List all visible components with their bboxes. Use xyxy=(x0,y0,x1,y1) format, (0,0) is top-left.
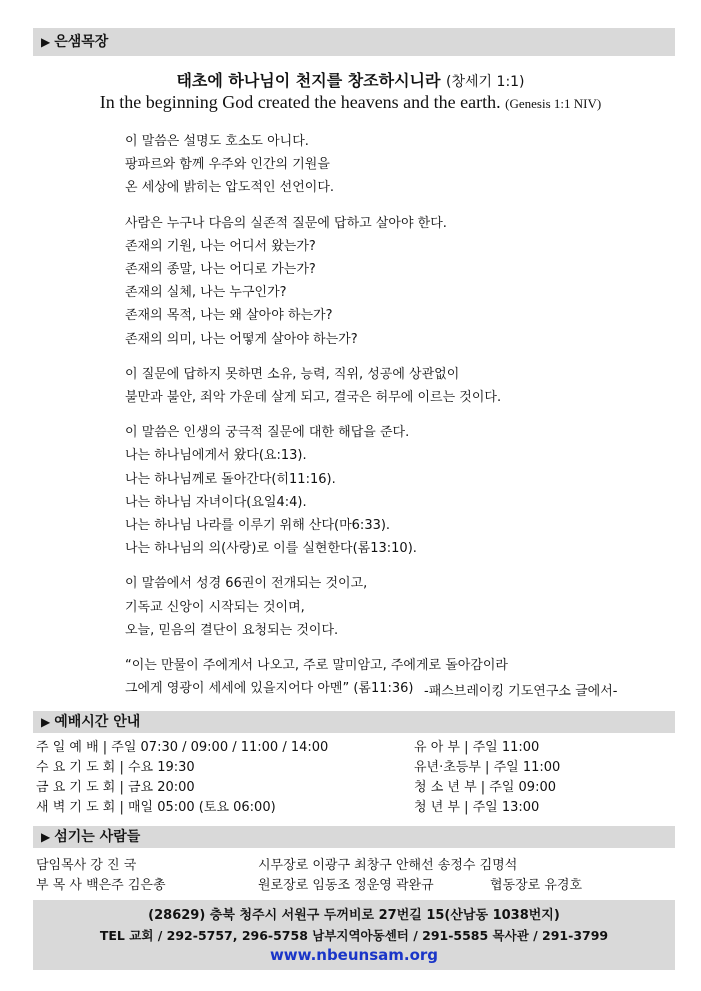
section-title: 섬기는 사람들 xyxy=(54,829,141,845)
paragraph xyxy=(125,212,665,351)
text-line: 나는 하나님 자녀이다(요일4:4). xyxy=(125,494,307,510)
source-credit: -패스브레이킹 기도연구소 글에서- xyxy=(424,684,618,699)
triangle-right-icon: ▶ xyxy=(41,715,51,729)
text-line: 오늘, 믿음의 결단이 요청되는 것이다. xyxy=(125,622,339,638)
section-header-eunsam xyxy=(33,28,675,56)
text-line: 온 세상에 밝히는 압도적인 선언이다. xyxy=(125,180,335,196)
paragraph xyxy=(125,363,665,409)
schedule-item: 주 일 예 배 | 주일 07:30 / 09:00 / 11:00 / 14:00 xyxy=(36,740,329,755)
schedule-item: 새 벽 기 도 회 | 매일 05:00 (토요 06:00) xyxy=(36,800,276,815)
text-line: 이 말씀에서 성경 66권이 전개되는 것이고, xyxy=(125,576,368,592)
church-footer xyxy=(33,900,675,970)
paragraph xyxy=(125,572,665,642)
church-phone: TEL 교회 / 292-5757, 296-5758 남부지역아동센터 / 291-5585 목사관 / 291-3799 xyxy=(99,928,609,943)
text-line: 이 말씀은 인생의 궁극적 질문에 대한 해답을 준다. xyxy=(125,425,410,441)
verse-title-english: In the beginning God created the heavens and the earth. (Genesis 1:1 NIV) xyxy=(99,92,602,112)
section-title: 은샘목장 xyxy=(54,34,109,50)
meditation-body xyxy=(125,130,665,712)
schedule-item: 금 요 기 도 회 | 금요 20:00 xyxy=(36,780,195,795)
text-line: 그에게 영광이 세세에 있을지어다 아멘” (롬11:36) xyxy=(125,681,414,697)
staff-entry: 부 목 사 백은주 김은총 xyxy=(36,878,166,893)
paragraph xyxy=(125,130,665,200)
schedule-row xyxy=(36,758,676,778)
text-line: 이 말씀은 설명도 호소도 아니다. xyxy=(125,134,309,149)
verse-ref-english: (Genesis 1:1 NIV) xyxy=(505,96,602,111)
church-website-link[interactable]: www.nbeunsam.org xyxy=(269,946,439,964)
staff-list xyxy=(36,856,676,896)
section-title: 예배시간 안내 xyxy=(54,714,141,730)
staff-entry: 시무장로 이광구 최창구 안해선 송정수 김명석 xyxy=(258,858,518,873)
text-line: 불만과 불안, 죄악 가운데 살게 되고, 결국은 허무에 이르는 것이다. xyxy=(125,390,502,406)
staff-entry: 협동장로 유경호 xyxy=(490,878,583,893)
text-line: 나는 하나님에게서 왔다(요:13). xyxy=(125,448,307,464)
text-line: 이 질문에 답하지 못하면 소유, 능력, 직위, 성공에 상관없이 xyxy=(125,366,460,382)
text-line: 나는 하나님 나라를 이루기 위해 산다(마6:33). xyxy=(125,518,391,534)
schedule-item: 유 아 부 | 주일 11:00 xyxy=(414,740,540,755)
text-line: 존재의 의미, 나는 어떻게 살아야 하는가? xyxy=(125,331,358,347)
section-header-people xyxy=(33,826,675,848)
text-line: 존재의 기원, 나는 어디서 왔는가? xyxy=(125,238,316,254)
text-line: 기독교 신앙이 시작되는 것이며, xyxy=(125,599,305,615)
verse-title-korean: 태초에 하나님이 천지를 창조하시니라 (창세기 1:1) xyxy=(176,71,525,90)
verse-ref-korean: (창세기 1:1) xyxy=(446,74,525,90)
staff-row xyxy=(36,856,676,876)
text-line: 나는 하나님께로 돌아간다(히11:16). xyxy=(125,471,336,487)
schedule-item: 유년·초등부 | 주일 11:00 xyxy=(414,760,561,775)
text-line: 팡파르와 함께 우주와 인간의 기원을 xyxy=(125,157,330,173)
paragraph xyxy=(125,421,665,560)
text-line: 존재의 목적, 나는 왜 살아야 하는가? xyxy=(125,308,333,324)
text-line: “이는 만물이 주에게서 나오고, 주로 말미암고, 주에게로 돌아감이라 xyxy=(125,658,508,674)
schedule-item: 청 년 부 | 주일 13:00 xyxy=(414,800,540,815)
schedule-row xyxy=(36,778,676,798)
schedule-row xyxy=(36,798,676,818)
text-line: 존재의 실체, 나는 누구인가? xyxy=(125,285,287,301)
schedule-item: 수 요 기 도 회 | 수요 19:30 xyxy=(36,760,195,775)
schedule-row xyxy=(36,738,676,758)
text-line: 나는 하나님의 의(사랑)로 이를 실현한다(롬13:10). xyxy=(125,541,417,557)
staff-entry: 담임목사 강 진 국 xyxy=(36,858,137,873)
staff-entry: 원로장로 임동조 정운영 곽완규 xyxy=(258,878,434,893)
text-line: 존재의 종말, 나는 어디로 가는가? xyxy=(125,262,316,278)
church-address: (28629) 충북 청주시 서원구 두꺼비로 27번길 15(산남동 1038번지) xyxy=(148,908,560,923)
schedule-item: 청 소 년 부 | 주일 09:00 xyxy=(414,780,556,795)
worship-schedule xyxy=(36,738,676,818)
text-line: 사람은 누구나 다음의 실존적 질문에 답하고 살아야 한다. xyxy=(125,215,447,231)
triangle-right-icon: ▶ xyxy=(41,35,51,49)
triangle-right-icon: ▶ xyxy=(41,830,51,844)
section-header-worship xyxy=(33,711,675,733)
staff-row xyxy=(36,876,676,896)
